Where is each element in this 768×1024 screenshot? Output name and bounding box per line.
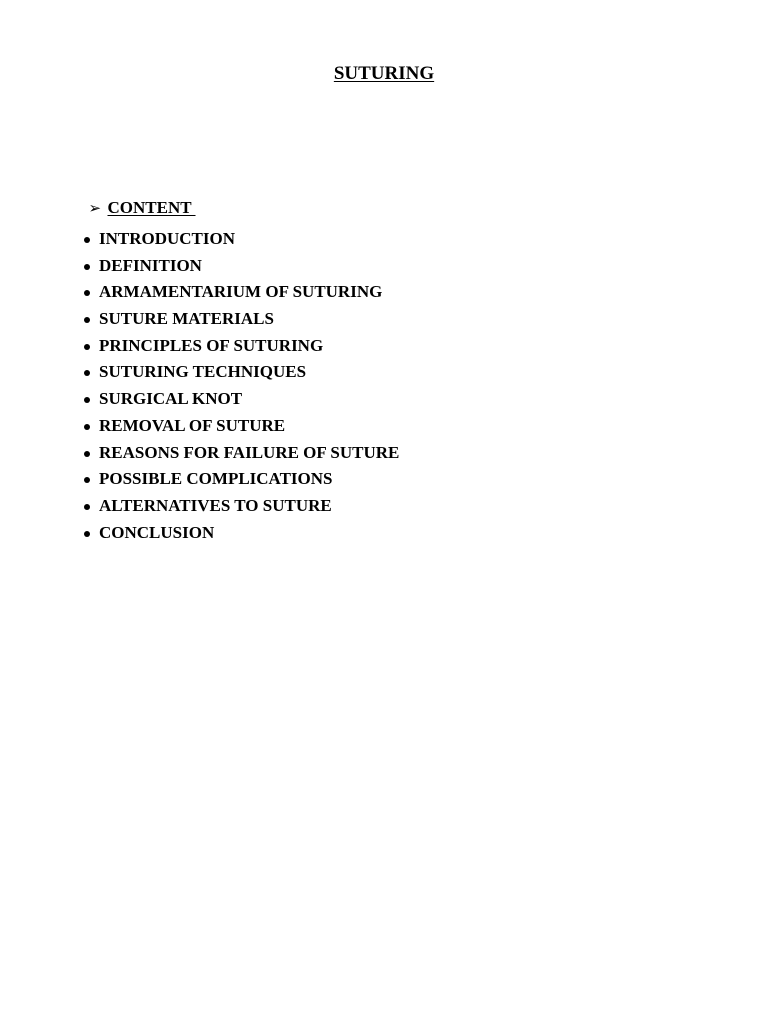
arrowhead-bullet-icon: ➢: [88, 199, 102, 217]
bullet-icon: [80, 521, 99, 545]
page-title: SUTURING: [333, 63, 435, 84]
list-item-label: ALTERNATIVES TO SUTURE: [99, 495, 332, 515]
content-list: [80, 227, 399, 547]
list-item-label: PRINCIPLES OF SUTURING: [99, 335, 324, 355]
list-item: [80, 307, 399, 334]
list-item: [80, 360, 399, 387]
list-item: [80, 254, 399, 281]
list-item-label: SURGICAL KNOT: [99, 389, 243, 409]
list-item: [80, 441, 399, 468]
list-item-label: CONCLUSION: [99, 522, 215, 542]
list-item-label: SUTURING TECHNIQUES: [99, 362, 307, 382]
section-heading: [80, 175, 196, 219]
bullet-icon: [80, 280, 99, 304]
bullet-icon: [80, 334, 99, 358]
list-item-label: INTRODUCTION: [99, 229, 236, 248]
list-item: [80, 387, 399, 414]
list-item-label: ARMAMENTARIUM OF SUTURING: [99, 282, 383, 302]
list-item-label: REASONS FOR FAILURE OF SUTURE: [99, 442, 400, 462]
list-item: [80, 467, 399, 494]
bullet-icon: [80, 467, 99, 491]
list-item-label: POSSIBLE COMPLICATIONS: [99, 469, 333, 489]
list-item: [80, 521, 399, 548]
bullet-icon: [80, 414, 99, 438]
list-item: [80, 494, 399, 521]
list-item: [80, 280, 399, 307]
bullet-icon: [80, 360, 99, 384]
bullet-icon: [80, 387, 99, 411]
list-item-label: REMOVAL OF SUTURE: [99, 415, 286, 435]
bullet-icon: [80, 227, 99, 251]
section-heading-label: CONTENT: [107, 198, 196, 217]
bullet-icon: [80, 254, 99, 278]
bullet-icon: [80, 307, 99, 331]
list-item-label: DEFINITION: [99, 255, 202, 275]
list-item: [80, 227, 399, 254]
bullet-icon: [80, 441, 99, 465]
list-item: [80, 334, 399, 361]
list-item: [80, 414, 399, 441]
bullet-icon: [80, 494, 99, 518]
list-item-label: SUTURE MATERIALS: [99, 309, 274, 329]
